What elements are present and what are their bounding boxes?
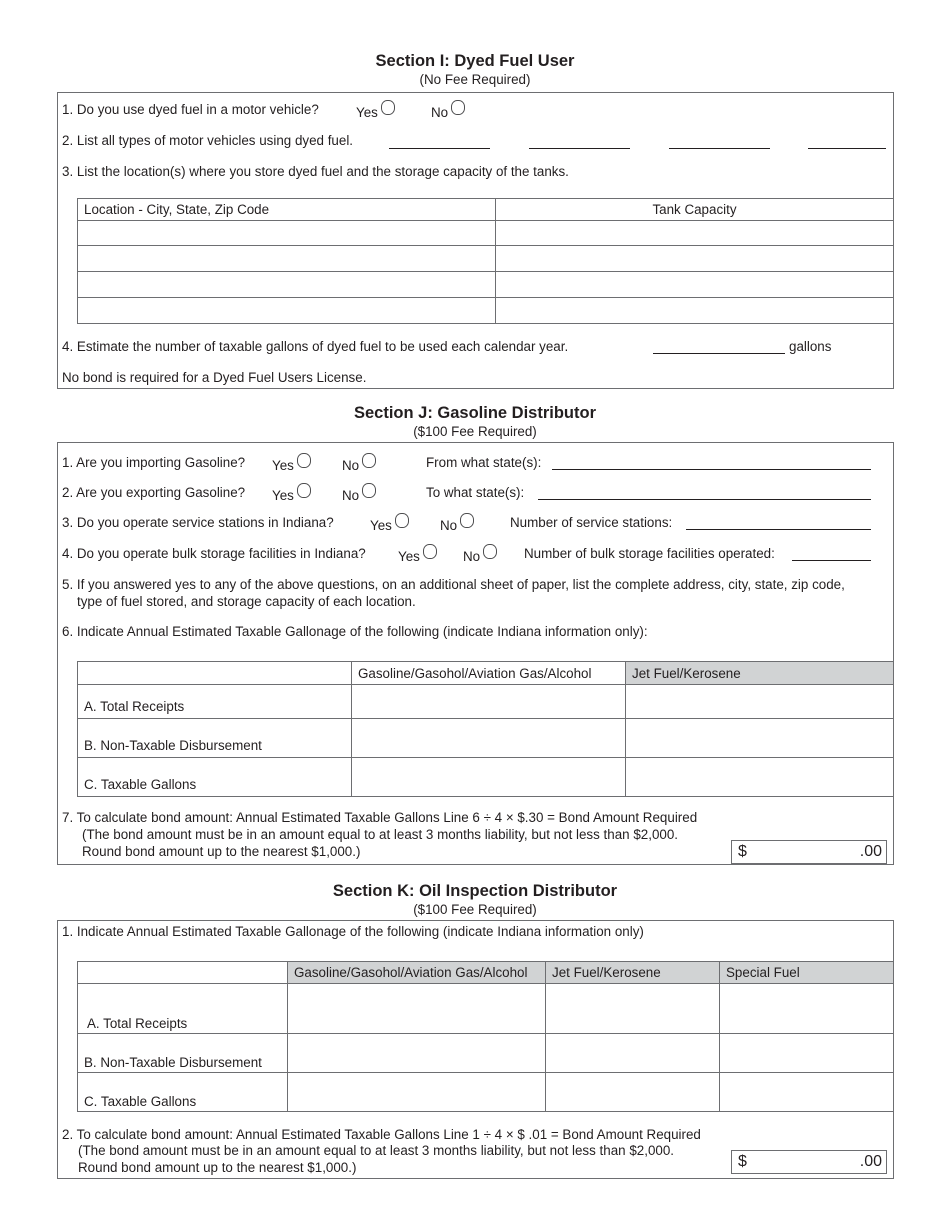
section-j-subtitle: ($100 Fee Required) [413,424,537,439]
section-i-q1-yes[interactable] [356,100,395,120]
no-radio[interactable] [451,100,465,115]
section-j-bond-amount-field[interactable] [731,840,887,864]
section-i-title: Section I: Dyed Fuel User [375,52,575,70]
row-taxable-gallons: C. Taxable Gallons [78,758,352,797]
yes-label: Yes [272,458,294,473]
bulk-storage-label: Number of bulk storage facilities operated: [524,546,775,561]
row-taxable-gallons: C. Taxable Gallons [78,1073,288,1112]
section-k-bond-amount-field[interactable] [731,1150,887,1174]
section-j-q2: 2. Are you exporting Gasoline? [62,485,246,500]
row-non-taxable: B. Non-Taxable Disbursement [78,719,352,758]
col-special-fuel: Special Fuel [720,962,894,984]
no-radio[interactable] [362,453,376,468]
special-taxable-cell[interactable] [720,1073,894,1112]
no-radio[interactable] [362,483,376,498]
yes-radio[interactable] [423,544,437,559]
gallons-field[interactable] [653,353,785,354]
jet-total-receipts-cell[interactable] [546,984,720,1034]
section-i-subtitle: (No Fee Required) [419,72,531,87]
vehicle-type-field-2[interactable] [529,148,630,149]
section-j-q7-line3: Round bond amount up to the nearest $1,000.) [82,844,361,859]
dollar-sign: $ [738,1153,747,1170]
location-cell[interactable] [78,298,496,324]
section-j-q3-no[interactable] [440,513,474,533]
section-j-q6: 6. Indicate Annual Estimated Taxable Gallonage of the following (indicate Indiana information only): [62,624,648,639]
jet-total-receipts-cell[interactable] [626,685,894,719]
section-j-q2-yes[interactable] [272,483,311,503]
export-states-field[interactable] [538,499,871,500]
section-j-q4-yes[interactable] [398,544,437,564]
row-total-receipts: A. Total Receipts [78,984,288,1034]
vehicle-type-field-1[interactable] [389,148,490,149]
gasoline-taxable-cell[interactable] [352,758,626,797]
yes-label: Yes [370,518,392,533]
special-total-receipts-cell[interactable] [720,984,894,1034]
no-bond-note: No bond is required for a Dyed Fuel Users License. [62,370,367,385]
section-j-q5-line1: 5. If you answered yes to any of the above questions, on an additional sheet of paper, list the complete address, city, state, zip code, [62,577,845,592]
gasoline-total-receipts-cell[interactable] [288,984,546,1034]
section-j-q3-yes[interactable] [370,513,409,533]
section-i-q1-no[interactable] [431,100,465,120]
service-stations-field[interactable] [686,529,871,530]
section-i-q2: 2. List all types of motor vehicles using dyed fuel. [62,133,354,148]
section-j-q7-line2: (The bond amount must be in an amount equal to at least 3 months liability, but not less than $2,000. [82,827,679,842]
gasoline-non-taxable-cell[interactable] [352,719,626,758]
col-gasoline: Gasoline/Gasohol/Aviation Gas/Alcohol [288,962,546,984]
section-j-q1-no[interactable] [342,453,376,473]
section-j-q7-line1: 7. To calculate bond amount: Annual Estimated Taxable Gallons Line 6 ÷ 4 × $.30 = Bond Amount Required [62,810,698,825]
location-cell[interactable] [78,272,496,298]
capacity-cell[interactable] [496,246,894,272]
yes-label: Yes [272,488,294,503]
section-i-q3: 3. List the location(s) where you store dyed fuel and the storage capacity of the tanks. [62,164,569,179]
import-states-field[interactable] [552,469,871,470]
yes-radio[interactable] [297,453,311,468]
yes-radio[interactable] [297,483,311,498]
section-j-q1: 1. Are you importing Gasoline? [62,455,246,470]
capacity-cell[interactable] [496,298,894,324]
jet-taxable-cell[interactable] [546,1073,720,1112]
capacity-cell[interactable] [496,272,894,298]
section-j-q4-no[interactable] [463,544,497,564]
no-label: No [431,105,449,120]
cents: .00 [859,843,882,860]
bulk-storage-field[interactable] [792,560,871,561]
section-j-box [57,442,894,865]
section-i-q4: 4. Estimate the number of taxable gallons of dyed fuel to be used each calendar year. [62,339,569,354]
blank-header-cell [78,962,288,984]
service-stations-label: Number of service stations: [510,515,673,530]
import-states-label: From what state(s): [426,455,542,470]
section-j-q2-no[interactable] [342,483,376,503]
row-total-receipts: A. Total Receipts [78,685,352,719]
section-k-q2-line2: (The bond amount must be in an amount equal to at least 3 months liability, but not less than $2,000. [78,1143,675,1158]
location-cell[interactable] [78,246,496,272]
export-states-label: To what state(s): [426,485,525,500]
section-j-q4: 4. Do you operate bulk storage facilities in Indiana? [62,546,366,561]
gasoline-gallonage-table [77,661,894,797]
col-location: Location - City, State, Zip Code [78,199,496,221]
section-j-q3: 3. Do you operate service stations in Indiana? [62,515,334,530]
no-radio[interactable] [483,544,497,559]
location-cell[interactable] [78,221,496,246]
no-label: No [342,488,360,503]
jet-non-taxable-cell[interactable] [546,1034,720,1073]
yes-label: Yes [398,549,420,564]
no-label: No [463,549,481,564]
oil-gallonage-table [77,961,894,1112]
section-i-q1-text: 1. Do you use dyed fuel in a motor vehicle? [62,102,319,117]
col-tank-capacity: Tank Capacity [496,199,894,221]
no-label: No [342,458,360,473]
no-radio[interactable] [460,513,474,528]
section-j-q5-line2: type of fuel stored, and storage capacity of each location. [77,594,416,609]
blank-header-cell [78,662,352,685]
section-j-title: Section J: Gasoline Distributor [353,404,597,422]
gasoline-total-receipts-cell[interactable] [352,685,626,719]
section-k-subtitle: ($100 Fee Required) [413,902,537,917]
yes-radio[interactable] [395,513,409,528]
yes-label: Yes [356,105,378,120]
row-non-taxable: B. Non-Taxable Disbursement [78,1034,288,1073]
no-label: No [440,518,458,533]
gasoline-taxable-cell[interactable] [288,1073,546,1112]
vehicle-type-field-3[interactable] [669,148,770,149]
gallons-unit: gallons [789,339,832,354]
section-k-q2-line1: 2. To calculate bond amount: Annual Estimated Taxable Gallons Line 1 ÷ 4 × $ .01 = Bond Amount Required [62,1127,701,1142]
section-i-q1 [62,102,319,117]
yes-radio[interactable] [381,100,395,115]
section-j-q1-yes[interactable] [272,453,311,473]
vehicle-type-field-4[interactable] [808,148,886,149]
storage-location-table [77,198,894,324]
col-jet-fuel: Jet Fuel/Kerosene [626,662,894,685]
dollar-sign: $ [738,843,747,860]
section-k-q1: 1. Indicate Annual Estimated Taxable Gallonage of the following (indicate Indiana information only) [62,924,644,939]
jet-taxable-cell[interactable] [626,758,894,797]
col-gasoline: Gasoline/Gasohol/Aviation Gas/Alcohol [352,662,626,685]
col-jet-fuel: Jet Fuel/Kerosene [546,962,720,984]
jet-non-taxable-cell[interactable] [626,719,894,758]
capacity-cell[interactable] [496,221,894,246]
section-k-title: Section K: Oil Inspection Distributor [332,882,618,900]
cents: .00 [859,1153,882,1170]
special-non-taxable-cell[interactable] [720,1034,894,1073]
section-k-q2-line3: Round bond amount up to the nearest $1,000.) [78,1160,357,1175]
gasoline-non-taxable-cell[interactable] [288,1034,546,1073]
